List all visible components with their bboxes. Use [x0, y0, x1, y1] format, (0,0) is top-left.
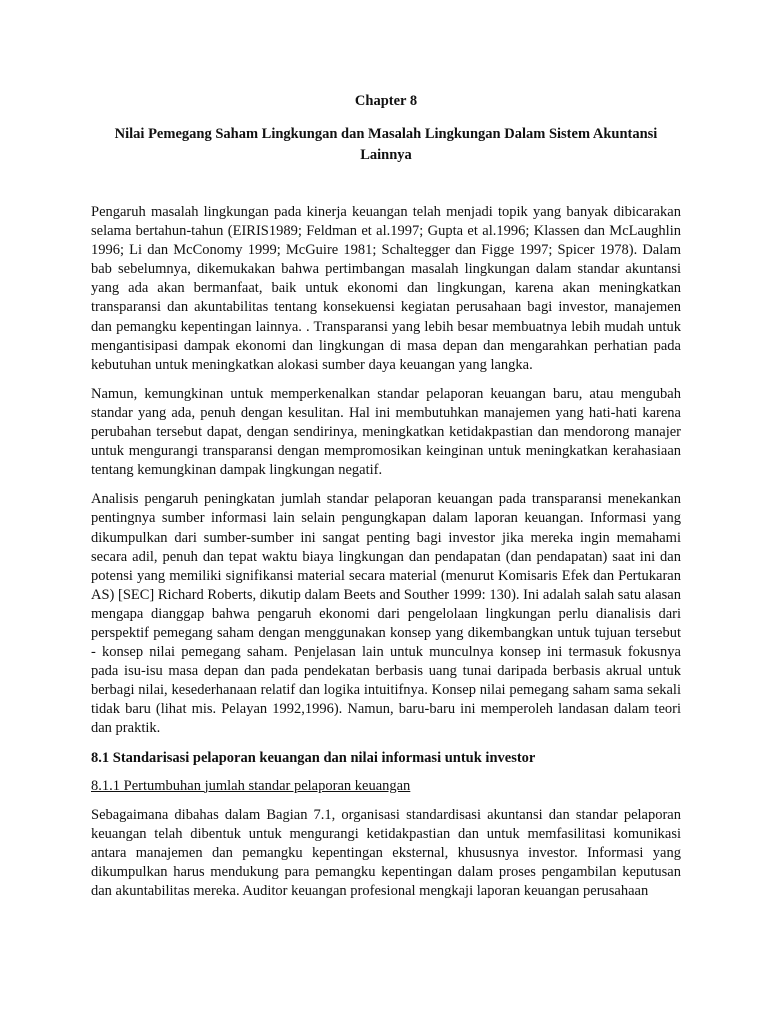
paragraph-2: Namun, kemungkinan untuk memperkenalkan standar pelaporan keuangan baru, atau mengubah standar yang ada, penuh dengan kesulitan. Hal ini membutuhkan manajemen yang hati-hati karena perubahan tersebut dapat, dengan sendirinya, meningkatkan ketidakpastian dan mendorong manajer untuk mengurangi transparansi dengan mempromosikan keinginan untuk meningkatkan kerahasiaan tentang kemungkinan dampak lingkungan negatif. — [91, 385, 681, 479]
paragraph-1: Pengaruh masalah lingkungan pada kinerja keuangan telah menjadi topik yang banyak dibicarakan selama bertahun-tahun (EIRIS1989; Feldman et al.1997; Gupta et al.1996; Klassen dan McLaughlin 1996; Li dan McConomy 1999; McGuire 1981; Schaltegger dan Figge 1997; Spicer 1978). Dalam bab sebelumnya, dikemukakan bahwa pertimbangan masalah lingkungan dalam standar akuntansi yang ada akan bermanfaat, baik untuk ekonomi dan lingkungan, karena akan meningkatkan transparansi dan akuntabilitas tentang konsekuensi kegiatan perusahaan bagi investor, manajemen dan pemangku kepentingan lainnya. . Transparansi yang lebih besar membuatnya lebih mudah untuk mengantisipasi dampak ekonomi dan lingkungan di masa depan dan mengarahkan perhatian pada kebutuhan untuk meningkatkan alokasi sumber daya keuangan yang langka. — [91, 204, 681, 373]
paragraph-3: Analisis pengaruh peningkatan jumlah standar pelaporan keuangan pada transparansi menekankan pentingnya sumber informasi lain selain pengungkapan dalam laporan keuangan. Informasi yang dikumpulkan dari sumber-sumber ini sangat penting bagi investor jika mereka ingin memahami secara adil, penuh dan tepat waktu biaya lingkungan dan pendapatan (dan pendapatan) saat ini dan potensi yang memiliki signifikansi material secara material (menurut Komisaris Efek dan Pertukaran AS) [SEC] Richard Roberts, dikutip dalam Beets and Souther 1999: 130). Ini adalah salah satu alasan mengapa dianggap bahwa pengaruh ekonomi dari pengelolaan lingkungan perlu dianalisis dari perspektif pemegang saham dengan menggunakan konsep yang dikembangkan untuk tujuan tersebut - konsep nilai pemegang saham. Penjelasan lain untuk munculnya konsep ini termasuk fokusnya pada isu-isu masa depan dan pada pendekatan berbasis uang tunai daripada berbasis akrual untuk berbagi nilai, kesederhanaan relatif dan logika intuitifnya. Konsep nilai pemegang saham sama sekali tidak baru (lihat mis. Pelayan 1992,1996). Namun, baru-baru ini memperoleh landasan dalam teori dan praktik. — [91, 491, 681, 737]
subsection-heading: 8.1.1 Pertumbuhan jumlah standar pelaporan keuangan — [91, 777, 411, 794]
section-heading: 8.1 Standarisasi pelaporan keuangan dan nilai informasi untuk investor — [91, 749, 536, 766]
document-page — [91, 93, 681, 901]
chapter-label: Chapter 8 — [354, 93, 418, 109]
paragraph-4: Sebagaimana dibahas dalam Bagian 7.1, organisasi standardisasi akuntansi dan standar pelaporan keuangan telah dibentuk untuk mengurangi ketidakpastian dan untuk memfasilitasi komunikasi antara manajemen dan pemangku kepentingan eksternal, khususnya investor. Informasi yang dikumpulkan harus mendukung para pemangku kepentingan dalam proses pengambilan keputusan dan akuntabilitas mereka. Auditor keuangan profesional mengkaji laporan keuangan perusahaan — [91, 806, 681, 899]
chapter-title: Nilai Pemegang Saham Lingkungan dan Masalah Lingkungan Dalam Sistem Akuntansi Lainnya — [114, 126, 658, 163]
